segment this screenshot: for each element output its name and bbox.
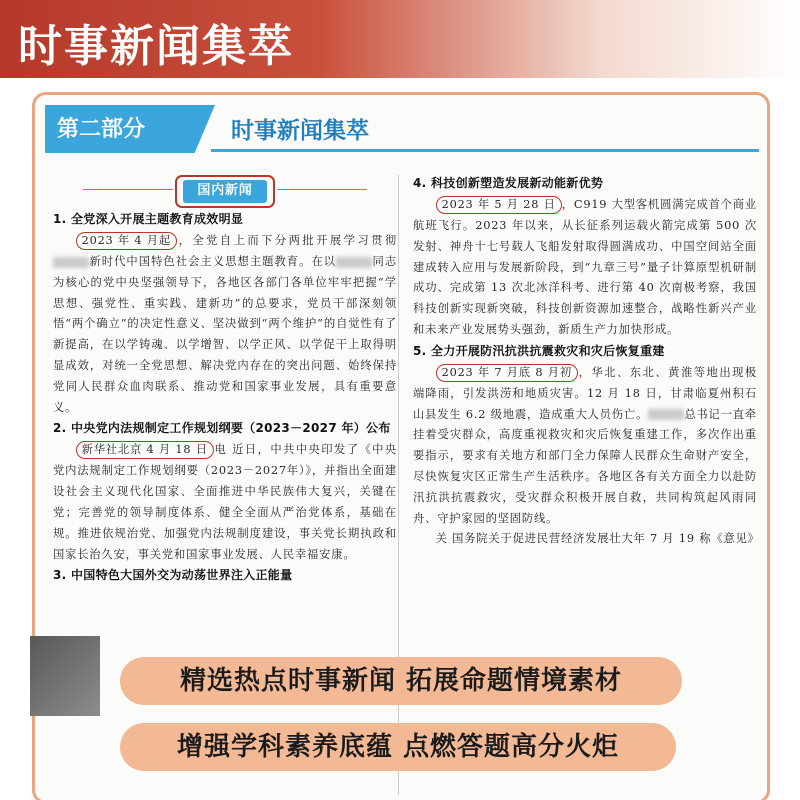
news-item-body [413,194,757,341]
date-highlight: 2023 年 5 月 28 日 [436,196,562,214]
date-highlight: 2023 年 4 月起 [76,232,177,250]
news-item-title: 4. 科技创新塑造发展新动能新优势 [413,176,604,190]
body-text: 新时代中国特色社会主义思想主题教育。在以 [89,255,337,268]
promo-banner-1: 精选热点时事新闻 拓展命题情境素材 [120,657,682,705]
news-item-title: 3. 中国特色大国外交为动荡世界注入正能量 [53,568,293,583]
category-highlight [175,175,274,208]
section-title: 时事新闻集萃 [231,118,369,144]
category-rule-left [83,189,173,190]
category-rule-right [277,189,367,190]
news-photo [30,636,100,716]
banner-title: 时事新闻集萃 [18,21,294,72]
category-header [53,173,397,209]
news-item-body [413,362,757,530]
redacted-text [53,257,89,268]
body-text: 总书记一直牵挂着受灾群众，高度重视救灾和灾后恢复重建工作，多次作出重要指示，要求有关地方和部门全力保障人民群众生命财产安全，尽快恢复灾区正常生产生活秩序。各地区各有关方面全力以赴防汛抗洪抗震救灾，受灾群众积极开展自救，共同构筑起风雨同舟、守护家园的坚固防线。 [413,407,757,525]
body-text: ，全党自上而下分两批开展学习贯彻 [177,234,397,247]
date-highlight: 新华社北京 4 月 18 日 [76,441,214,459]
news-item-body [53,439,397,565]
news-item-title: 5. 全力开展防汛抗洪抗震救灾和灾后恢复重建 [413,343,665,358]
body-text: 电 近日，中共中央印发了《中央党内法规制定工作规划纲要（2023－2027年）》，并指出全面建设社会主义现代化国家、全面推进中华民族伟大复兴，关键在党；完善党的领导制度体系、健全全面从严治党体系，基础在规。推进依规治党、加强党内法规制度建设，事关党长期执政和国家长治久安，事关党和国家事业发展、人民幸福安康。 [53,443,397,561]
right-column [413,173,760,550]
body-text: ，C919 大型客机圆满完成首个商业航班飞行。2023 年以来，从长征系列运载火箭完成第 500 次发射、神舟十七号载人飞船发射取得圆满成功、中国空间站全面建成转入应用与发展新阶段，到“九章三号”量子计算原型机研制成功、完成第 13 次北冰洋科考、进行第 40 次南极考察，我国科技创新实现新突破，科技创新资源加速整合，战略性新兴产业和未来产业发展势头强劲，新质生产力加快形成。 [413,198,757,336]
news-item-title: 2. 中央党内法规制定工作规划纲要（2023－2027 年）公布 [53,421,391,436]
section-header [35,95,767,165]
redacted-text [648,409,684,420]
left-column [53,173,397,586]
top-banner [0,0,800,78]
promo-banner-2: 增强学科素养底蕴 点燃答题高分火炬 [120,723,676,771]
news-item-tail: 关 国务院关于促进民营经济发展壮大年 7 月 19 称《意见》 [435,532,760,546]
date-highlight: 2023 年 7 月底 8 月初 [436,364,578,382]
body-text: 同志为核心的党中央坚强领导下，各地区各部门各单位牢牢把握“学思想、强党性、重实践、建新功”的总要求，党员干部深刻领悟“两个确立”的决定性意义、坚决做到“两个维护”的自觉性有了新提高，在以学铸魂、以学增智、以学正风、以学促干上取得明显成效，对统一全党思想、解决党内存在的突出问题、始终保持党同人民群众血肉联系、推动党和国家事业发展，具有重要意义。 [53,255,397,414]
body-text: ，华北、东北、黄淮等地出现极端降雨，引发洪涝和地质灾害。12 月 18 日，甘肃临夏州积石山县发生 6.2 级地震，造成重大人员伤亡。 [413,365,757,421]
category-label: 国内新闻 [183,180,266,203]
section-part-label: 第二部分 [57,116,146,142]
redacted-text [336,257,372,268]
news-item-body [53,230,397,418]
news-item-title: 1. 全党深入开展主题教育成效明显 [53,212,244,226]
section-divider [211,149,759,152]
